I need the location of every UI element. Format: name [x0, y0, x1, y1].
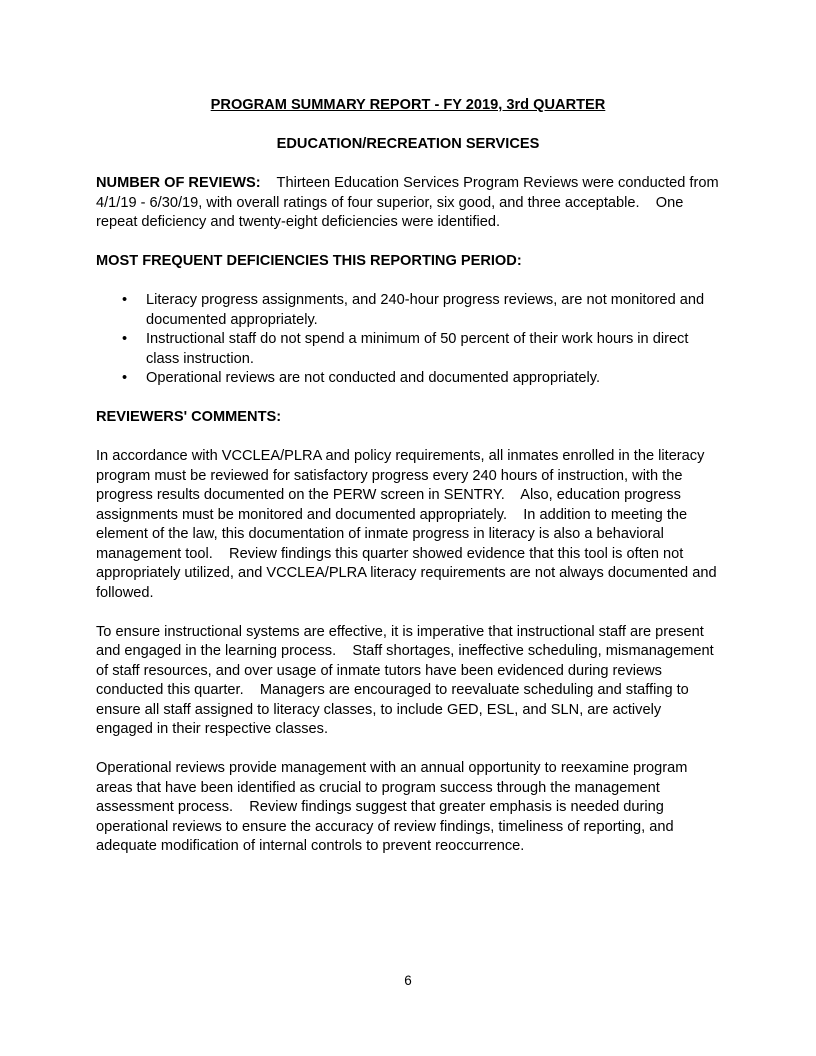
number-of-reviews-paragraph — [96, 174, 723, 233]
comments-paragraph-2: To ensure instructional systems are effective, it is imperative that instructional staff are present and engaged in the learning process. Staff shortages, ineffective scheduling, mismanagement of staff resources, and over usage of inmate tutors have been evidenced during reviews conducted this quarter. Managers are encouraged to reevaluate scheduling and staffing to ensure all staff assigned to literacy classes, to include GED, ESL, and SLN, are actively engaged in their respective classes. — [96, 623, 718, 737]
list-item: • Operational reviews are not conducted and documented appropriately. — [146, 369, 720, 389]
report-subtitle: EDUCATION/RECREATION SERVICES — [276, 136, 540, 152]
list-item: • Instructional staff do not spend a minimum of 50 percent of their work hours in direct class instruction. — [146, 330, 720, 369]
comments-heading: REVIEWERS' COMMENTS: — [96, 409, 282, 425]
comments-paragraph-1: In accordance with VCCLEA/PLRA and policy requirements, all inmates enrolled in the literacy program must be reviewed for satisfactory progress every 240 hours of instruction, with the progress results documented on the PERW screen in SENTRY. Also, education progress assignments must be monitored and documented appropriately. In addition to meeting the element of the law, this documentation of inmate progress in literacy is also a behavioral management tool. Review findings this quarter showed evidence that this tool is often not appropriately utilized, and VCCLEA/PLRA literacy requirements are not always documented and followed. — [96, 448, 721, 601]
report-title: PROGRAM SUMMARY REPORT - FY 2019, 3rd QUARTER — [210, 97, 606, 113]
number-of-reviews-text: Thirteen Education Services Program Reviews were conducted from 4/1/19 - 6/30/19, with overall ratings of four superior, six good, and three acceptable. One repeat deficiency and twenty-eight deficiencies were identified. — [96, 175, 723, 230]
comments-paragraph-3: Operational reviews provide management with an annual opportunity to reexamine program areas that have been identified as crucial to program success through the management assessment process. Review findings suggest that greater emphasis is needed during operational reviews to ensure the accuracy of review findings, timeliness of reporting, and adequate modification of internal controls to prevent reoccurrence. — [96, 760, 692, 854]
page-number: 6 — [404, 973, 412, 988]
deficiencies-list — [96, 291, 720, 389]
list-item: • Literacy progress assignments, and 240-hour progress reviews, are not monitored and documented appropriately. — [146, 291, 720, 330]
number-of-reviews-label: NUMBER OF REVIEWS: — [96, 175, 261, 191]
deficiencies-heading: MOST FREQUENT DEFICIENCIES THIS REPORTING PERIOD: — [96, 253, 522, 269]
